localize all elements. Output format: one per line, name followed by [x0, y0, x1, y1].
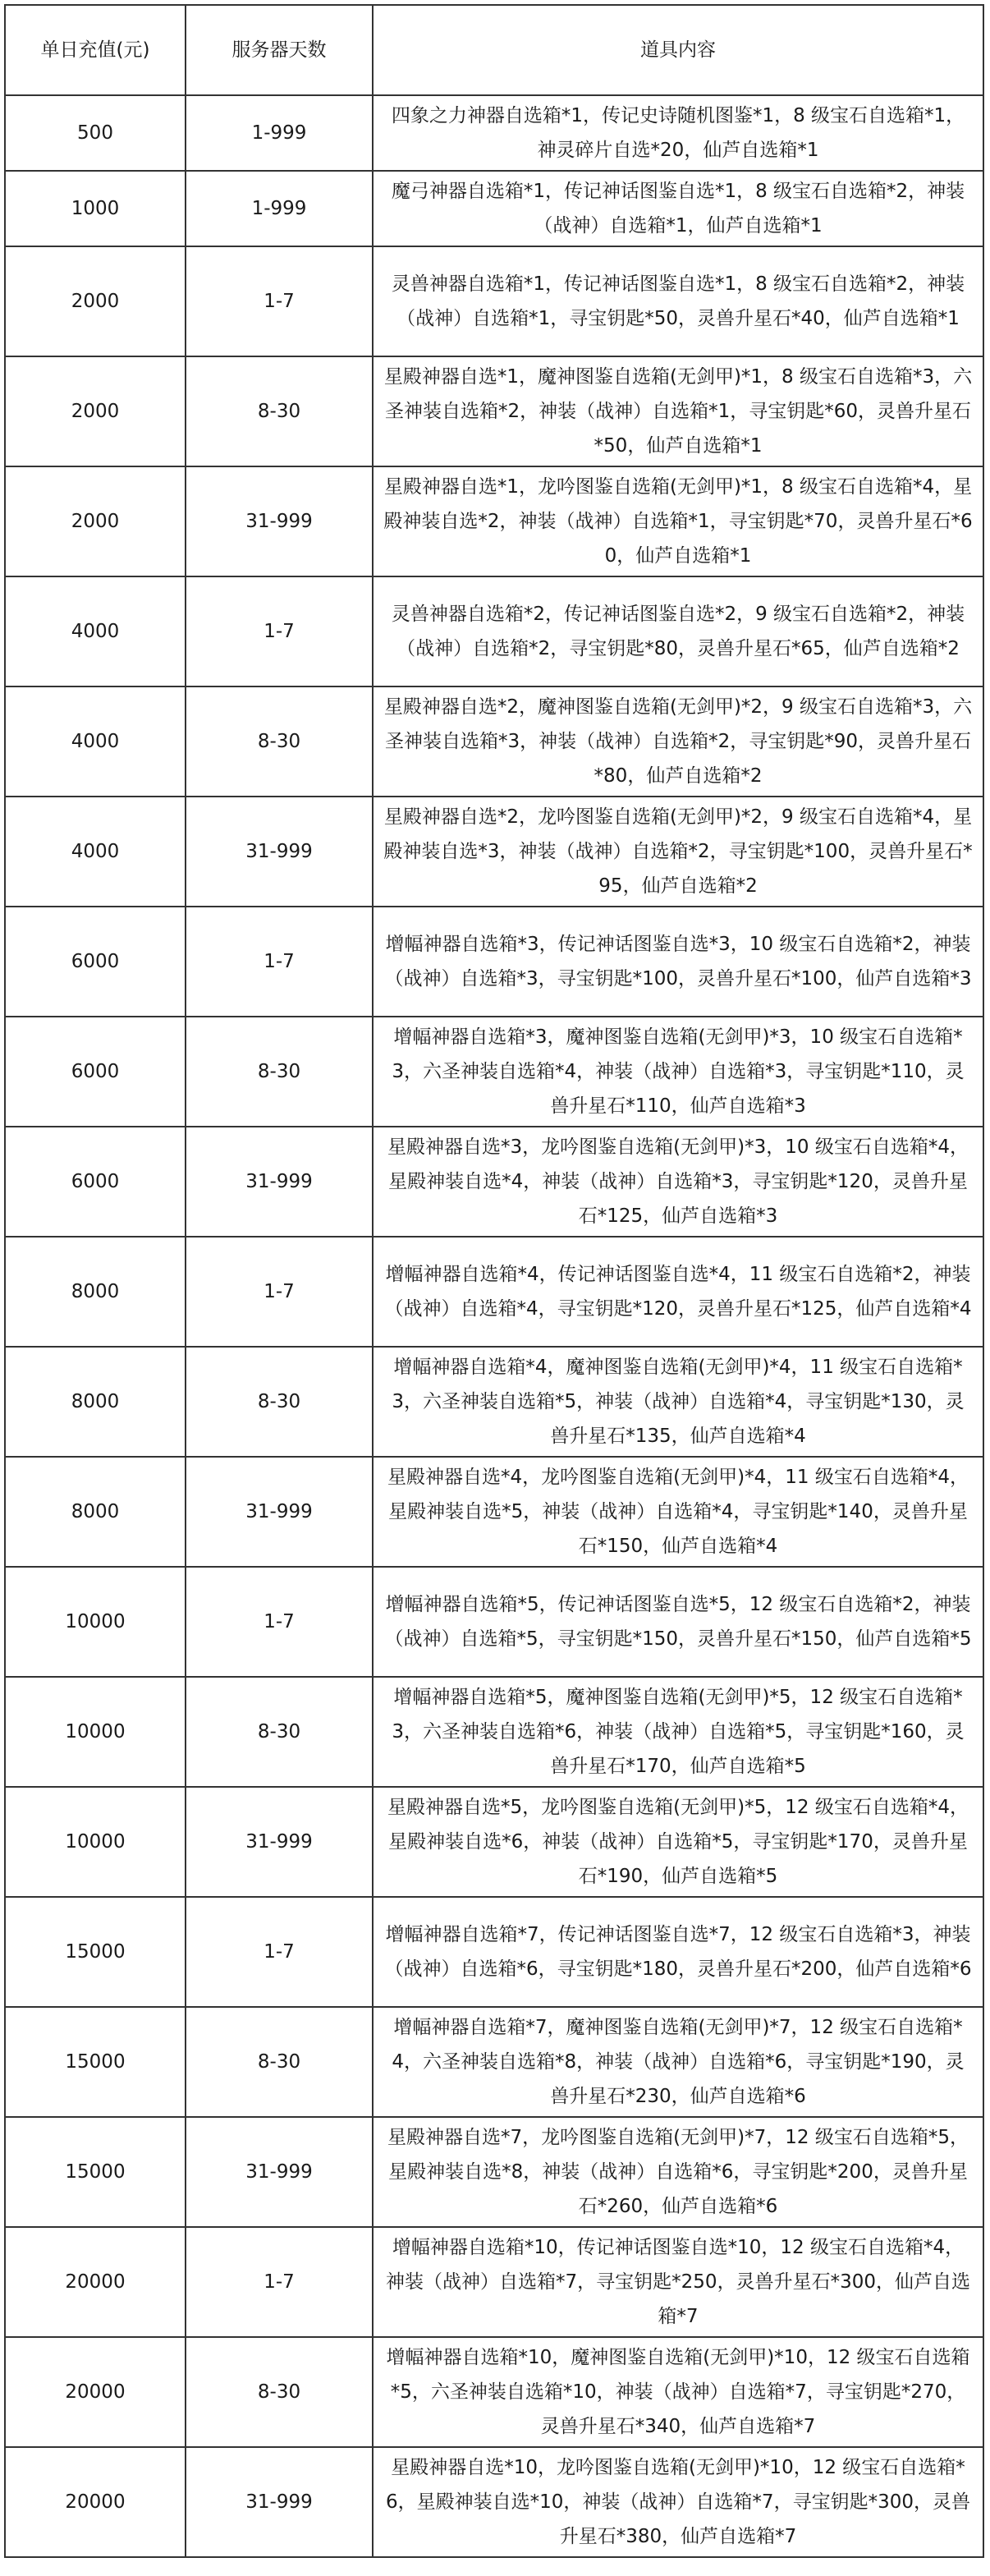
amount-cell: 6000	[5, 1017, 186, 1127]
days-cell: 31-999	[186, 797, 373, 907]
amount-cell: 2000	[5, 246, 186, 356]
days-cell: 8-30	[186, 2007, 373, 2117]
content-cell: 星殿神器自选*5，龙吟图鉴自选箱(无剑甲)*5，12 级宝石自选箱*4，星殿神装自选*6，神装（战神）自选箱*5，寻宝钥匙*170，灵兽升星石*190，仙芦自选箱*5	[373, 1787, 983, 1897]
days-cell: 1-7	[186, 2227, 373, 2337]
table-row	[5, 1897, 983, 2007]
amount-cell: 4000	[5, 797, 186, 907]
content-cell: 星殿神器自选*2，魔神图鉴自选箱(无剑甲)*2，9 级宝石自选箱*3，六圣神装自选箱*3，神装（战神）自选箱*2，寻宝钥匙*90，灵兽升星石*80，仙芦自选箱*2	[373, 686, 983, 797]
table-row	[5, 356, 983, 466]
table-row	[5, 171, 983, 246]
amount-cell: 20000	[5, 2447, 186, 2557]
days-cell: 31-999	[186, 1787, 373, 1897]
table-row	[5, 95, 983, 171]
days-cell: 8-30	[186, 1017, 373, 1127]
table-row	[5, 2117, 983, 2227]
table-row	[5, 246, 983, 356]
amount-cell: 8000	[5, 1237, 186, 1347]
content-cell: 增幅神器自选箱*4，魔神图鉴自选箱(无剑甲)*4，11 级宝石自选箱*3，六圣神装自选箱*5，神装（战神）自选箱*4，寻宝钥匙*130，灵兽升星石*135，仙芦自选箱*4	[373, 1347, 983, 1457]
days-cell: 8-30	[186, 1677, 373, 1787]
amount-cell: 1000	[5, 171, 186, 246]
content-cell: 星殿神器自选*4，龙吟图鉴自选箱(无剑甲)*4，11 级宝石自选箱*4，星殿神装自选*5，神装（战神）自选箱*4，寻宝钥匙*140，灵兽升星石*150，仙芦自选箱*4	[373, 1457, 983, 1567]
content-cell: 增幅神器自选箱*7，魔神图鉴自选箱(无剑甲)*7，12 级宝石自选箱*4，六圣神装自选箱*8，神装（战神）自选箱*6，寻宝钥匙*190，灵兽升星石*230，仙芦自选箱*6	[373, 2007, 983, 2117]
days-cell: 1-7	[186, 576, 373, 686]
table-body	[5, 95, 983, 2557]
content-cell: 魔弓神器自选箱*1，传记神话图鉴自选*1，8 级宝石自选箱*2，神装（战神）自选箱*1，仙芦自选箱*1	[373, 171, 983, 246]
days-cell: 1-999	[186, 171, 373, 246]
amount-cell: 8000	[5, 1457, 186, 1567]
days-cell: 31-999	[186, 466, 373, 576]
table-header-row	[5, 5, 983, 95]
content-cell: 星殿神器自选*2，龙吟图鉴自选箱(无剑甲)*2，9 级宝石自选箱*4，星殿神装自选*3，神装（战神）自选箱*2，寻宝钥匙*100，灵兽升星石*95，仙芦自选箱*2	[373, 797, 983, 907]
content-cell: 星殿神器自选*1，魔神图鉴自选箱(无剑甲)*1，8 级宝石自选箱*3，六圣神装自选箱*2，神装（战神）自选箱*1，寻宝钥匙*60，灵兽升星石*50，仙芦自选箱*1	[373, 356, 983, 466]
table-row	[5, 576, 983, 686]
amount-cell: 6000	[5, 1127, 186, 1237]
days-cell: 31-999	[186, 1457, 373, 1567]
amount-cell: 6000	[5, 907, 186, 1017]
days-cell: 1-7	[186, 907, 373, 1017]
table-row	[5, 466, 983, 576]
content-cell: 星殿神器自选*1，龙吟图鉴自选箱(无剑甲)*1，8 级宝石自选箱*4，星殿神装自选*2，神装（战神）自选箱*1，寻宝钥匙*70，灵兽升星石*60，仙芦自选箱*1	[373, 466, 983, 576]
amount-cell: 2000	[5, 356, 186, 466]
content-cell: 增幅神器自选箱*7，传记神话图鉴自选*7，12 级宝石自选箱*3，神装（战神）自选箱*6，寻宝钥匙*180，灵兽升星石*200，仙芦自选箱*6	[373, 1897, 983, 2007]
amount-cell: 15000	[5, 2117, 186, 2227]
content-cell: 增幅神器自选箱*5，传记神话图鉴自选*5，12 级宝石自选箱*2，神装（战神）自选箱*5，寻宝钥匙*150，灵兽升星石*150，仙芦自选箱*5	[373, 1567, 983, 1677]
amount-cell: 15000	[5, 1897, 186, 2007]
amount-cell: 2000	[5, 466, 186, 576]
days-cell: 1-7	[186, 1237, 373, 1347]
header-server-days: 服务器天数	[186, 5, 373, 95]
amount-cell: 20000	[5, 2227, 186, 2337]
days-cell: 1-7	[186, 1897, 373, 2007]
days-cell: 8-30	[186, 2337, 373, 2447]
amount-cell: 10000	[5, 1787, 186, 1897]
table-row	[5, 2337, 983, 2447]
amount-cell: 8000	[5, 1347, 186, 1457]
header-amount: 单日充值(元)	[5, 5, 186, 95]
reward-table-container	[4, 4, 984, 2558]
days-cell: 8-30	[186, 1347, 373, 1457]
days-cell: 1-999	[186, 95, 373, 171]
content-cell: 增幅神器自选箱*10，魔神图鉴自选箱(无剑甲)*10，12 级宝石自选箱*5，六圣神装自选箱*10，神装（战神）自选箱*7，寻宝钥匙*270，灵兽升星石*340，仙芦自选箱*7	[373, 2337, 983, 2447]
days-cell: 8-30	[186, 686, 373, 797]
amount-cell: 500	[5, 95, 186, 171]
table-row	[5, 2227, 983, 2337]
content-cell: 四象之力神器自选箱*1，传记史诗随机图鉴*1，8 级宝石自选箱*1，神灵碎片自选*20，仙芦自选箱*1	[373, 95, 983, 171]
table-row	[5, 1457, 983, 1567]
amount-cell: 20000	[5, 2337, 186, 2447]
amount-cell: 10000	[5, 1677, 186, 1787]
header-item-content: 道具内容	[373, 5, 983, 95]
content-cell: 灵兽神器自选箱*1，传记神话图鉴自选*1，8 级宝石自选箱*2，神装（战神）自选箱*1，寻宝钥匙*50，灵兽升星石*40，仙芦自选箱*1	[373, 246, 983, 356]
amount-cell: 10000	[5, 1567, 186, 1677]
days-cell: 31-999	[186, 1127, 373, 1237]
table-row	[5, 1677, 983, 1787]
table-row	[5, 797, 983, 907]
content-cell: 星殿神器自选*3，龙吟图鉴自选箱(无剑甲)*3，10 级宝石自选箱*4，星殿神装自选*4，神装（战神）自选箱*3，寻宝钥匙*120，灵兽升星石*125，仙芦自选箱*3	[373, 1127, 983, 1237]
content-cell: 星殿神器自选*10，龙吟图鉴自选箱(无剑甲)*10，12 级宝石自选箱*6，星殿神装自选*10，神装（战神）自选箱*7，寻宝钥匙*300，灵兽升星石*380，仙芦自选箱*7	[373, 2447, 983, 2557]
table-row	[5, 686, 983, 797]
days-cell: 31-999	[186, 2117, 373, 2227]
content-cell: 增幅神器自选箱*4，传记神话图鉴自选*4，11 级宝石自选箱*2，神装（战神）自选箱*4，寻宝钥匙*120，灵兽升星石*125，仙芦自选箱*4	[373, 1237, 983, 1347]
recharge-reward-table	[4, 4, 984, 2558]
table-row	[5, 1127, 983, 1237]
amount-cell: 4000	[5, 686, 186, 797]
content-cell: 增幅神器自选箱*3，魔神图鉴自选箱(无剑甲)*3，10 级宝石自选箱*3，六圣神装自选箱*4，神装（战神）自选箱*3，寻宝钥匙*110，灵兽升星石*110，仙芦自选箱*3	[373, 1017, 983, 1127]
amount-cell: 4000	[5, 576, 186, 686]
content-cell: 灵兽神器自选箱*2，传记神话图鉴自选*2，9 级宝石自选箱*2，神装（战神）自选箱*2，寻宝钥匙*80，灵兽升星石*65，仙芦自选箱*2	[373, 576, 983, 686]
table-row	[5, 1017, 983, 1127]
days-cell: 8-30	[186, 356, 373, 466]
table-row	[5, 1787, 983, 1897]
amount-cell: 15000	[5, 2007, 186, 2117]
table-row	[5, 907, 983, 1017]
content-cell: 增幅神器自选箱*3，传记神话图鉴自选*3，10 级宝石自选箱*2，神装（战神）自选箱*3，寻宝钥匙*100，灵兽升星石*100，仙芦自选箱*3	[373, 907, 983, 1017]
content-cell: 增幅神器自选箱*10，传记神话图鉴自选*10，12 级宝石自选箱*4，神装（战神）自选箱*7，寻宝钥匙*250，灵兽升星石*300，仙芦自选箱*7	[373, 2227, 983, 2337]
table-row	[5, 1347, 983, 1457]
content-cell: 星殿神器自选*7，龙吟图鉴自选箱(无剑甲)*7，12 级宝石自选箱*5，星殿神装自选*8，神装（战神）自选箱*6，寻宝钥匙*200，灵兽升星石*260，仙芦自选箱*6	[373, 2117, 983, 2227]
table-row	[5, 2007, 983, 2117]
days-cell: 31-999	[186, 2447, 373, 2557]
days-cell: 1-7	[186, 246, 373, 356]
days-cell: 1-7	[186, 1567, 373, 1677]
content-cell: 增幅神器自选箱*5，魔神图鉴自选箱(无剑甲)*5，12 级宝石自选箱*3，六圣神装自选箱*6，神装（战神）自选箱*5，寻宝钥匙*160，灵兽升星石*170，仙芦自选箱*5	[373, 1677, 983, 1787]
table-row	[5, 1237, 983, 1347]
table-row	[5, 2447, 983, 2557]
table-row	[5, 1567, 983, 1677]
